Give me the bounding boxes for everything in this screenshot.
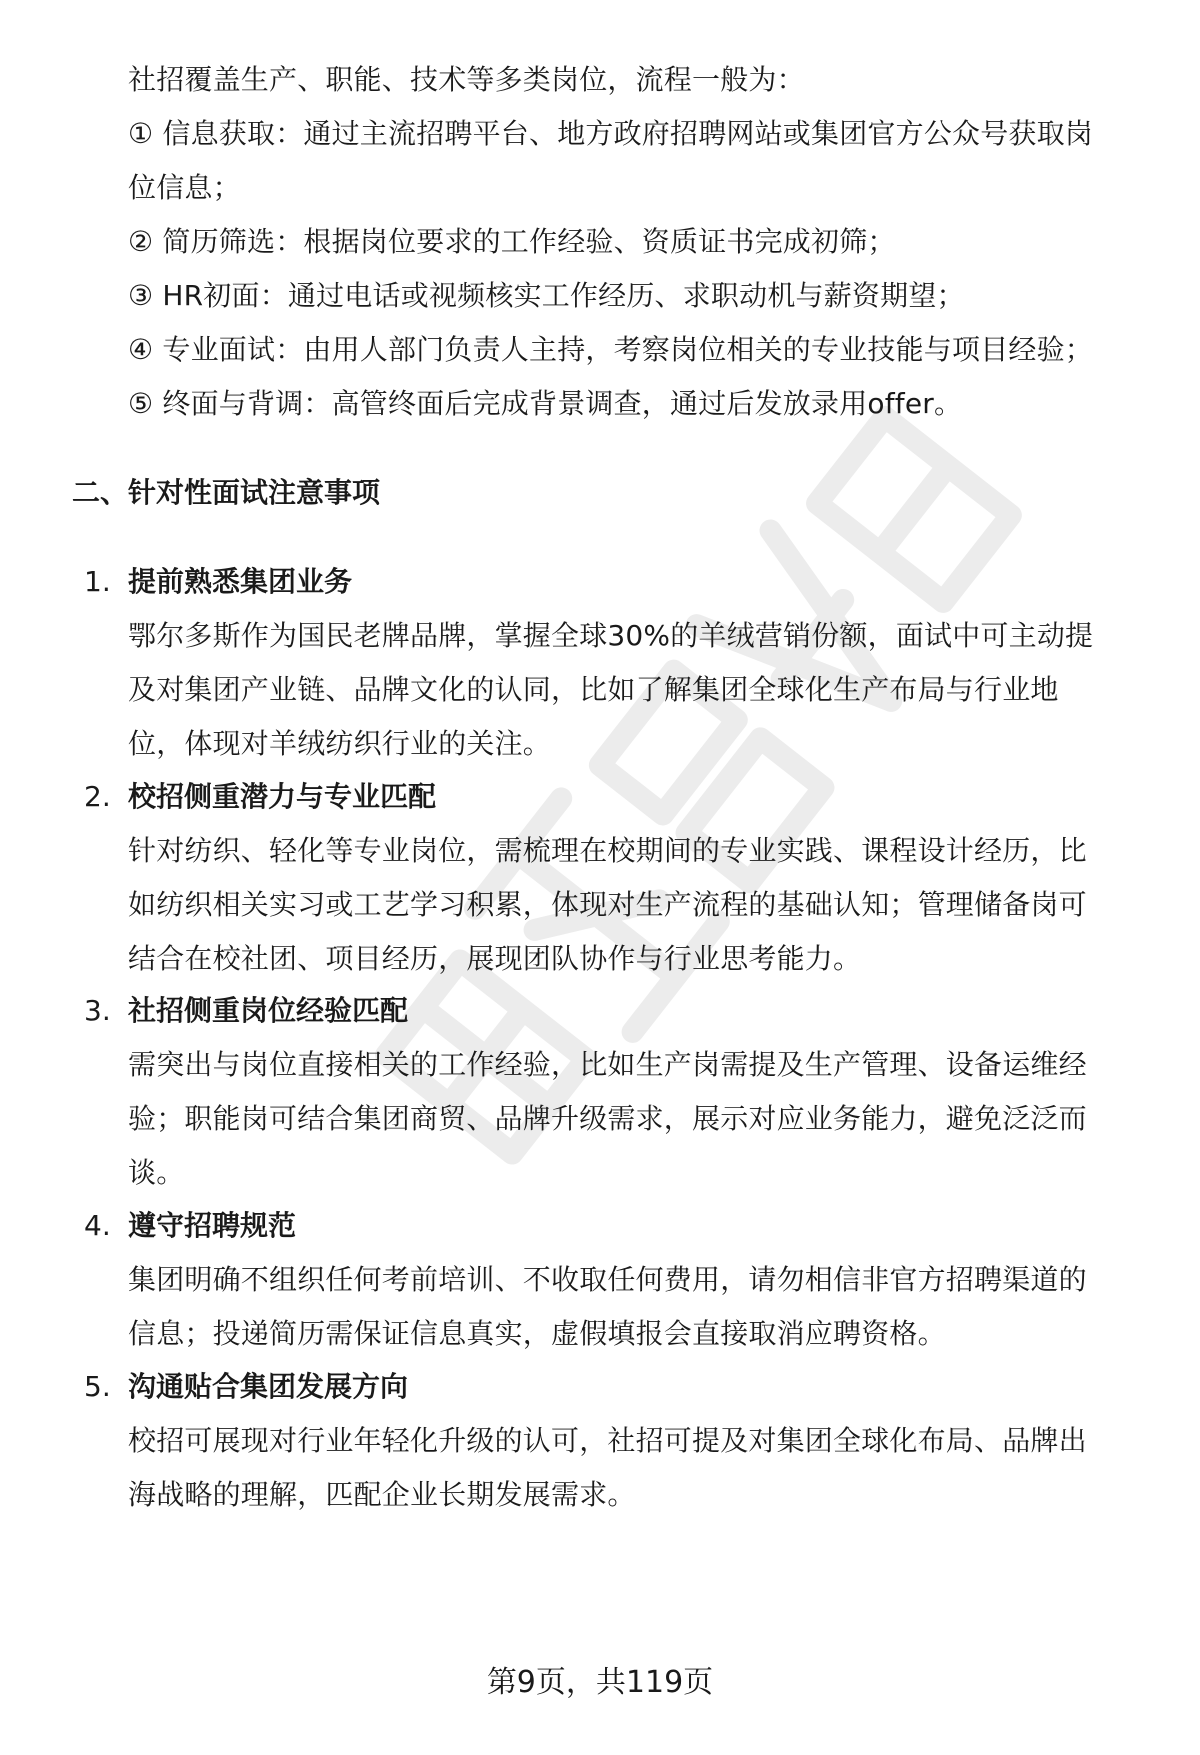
intro-line-6: ④ 专业面试：由用人部门负责人主持，考察岗位相关的专业技能与项目经验； <box>128 333 1094 366</box>
intro-line-4: ② 简历筛选：根据岗位要求的工作经验、资质证书完成初筛； <box>128 225 896 258</box>
item-title-1: 提前熟悉集团业务 <box>128 565 353 598</box>
intro-line-7: ⑤ 终面与背调：高管终面后完成背景调查，通过后发放录用offer。 <box>128 387 963 420</box>
item-2-line-1: 针对纺织、轻化等专业岗位，需梳理在校期间的专业实践、课程设计经历，比 <box>128 834 1087 867</box>
section-heading: 二、针对性面试注意事项 <box>72 476 381 509</box>
item-number-5: 5. <box>84 1370 111 1403</box>
item-4-line-1: 集团明确不组织任何考前培训、不收取任何费用，请勿相信非官方招聘渠道的 <box>128 1263 1087 1296</box>
item-1-line-3: 位，体现对羊绒纺织行业的关注。 <box>128 727 552 760</box>
item-number-2: 2. <box>84 780 111 813</box>
item-5-line-1: 校招可展现对行业年轻化升级的认可，社招可提及对集团全球化布局、品牌出 <box>128 1424 1087 1457</box>
item-2-line-3: 结合在校社团、项目经历，展现团队协作与行业思考能力。 <box>128 942 862 975</box>
item-title-4: 遵守招聘规范 <box>128 1209 297 1242</box>
item-number-4: 4. <box>84 1209 111 1242</box>
intro-line-3: 位信息； <box>128 171 241 204</box>
item-1-line-1: 鄂尔多斯作为国民老牌品牌，掌握全球30%的羊绒营销份额，面试中可主动提 <box>128 619 1094 652</box>
item-5-line-2: 海战略的理解，匹配企业长期发展需求。 <box>128 1478 636 1511</box>
item-1-line-2: 及对集团产业链、品牌文化的认同，比如了解集团全球化生产布局与行业地 <box>128 673 1059 706</box>
page-number: 第9页，共119页 <box>486 1665 714 1700</box>
item-4-line-2: 信息；投递简历需保证信息真实，虚假填报会直接取消应聘资格。 <box>128 1317 946 1350</box>
item-3-line-3: 谈。 <box>128 1156 185 1189</box>
item-title-2: 校招侧重潜力与专业匹配 <box>128 780 437 813</box>
item-number-1: 1. <box>84 565 111 598</box>
item-number-3: 3. <box>84 994 111 1027</box>
item-3-line-1: 需突出与岗位直接相关的工作经验，比如生产岗需提及生产管理、设备运维经 <box>128 1048 1087 1081</box>
item-3-line-2: 验；职能岗可结合集团商贸、品牌升级需求，展示对应业务能力，避免泛泛而 <box>128 1102 1087 1135</box>
item-2-line-2: 如纺织相关实习或工艺学习积累，体现对生产流程的基础认知；管理储备岗可 <box>128 888 1087 921</box>
intro-line-5: ③ HR初面：通过电话或视频核实工作经历、求职动机与薪资期望； <box>128 279 965 312</box>
intro-line-1: 社招覆盖生产、职能、技术等多类岗位，流程一般为： <box>128 63 805 96</box>
intro-line-2: ① 信息获取：通过主流招聘平台、地方政府招聘网站或集团官方公众号获取岗 <box>128 117 1094 150</box>
item-title-3: 社招侧重岗位经验匹配 <box>128 994 409 1027</box>
item-title-5: 沟通贴合集团发展方向 <box>128 1370 409 1403</box>
